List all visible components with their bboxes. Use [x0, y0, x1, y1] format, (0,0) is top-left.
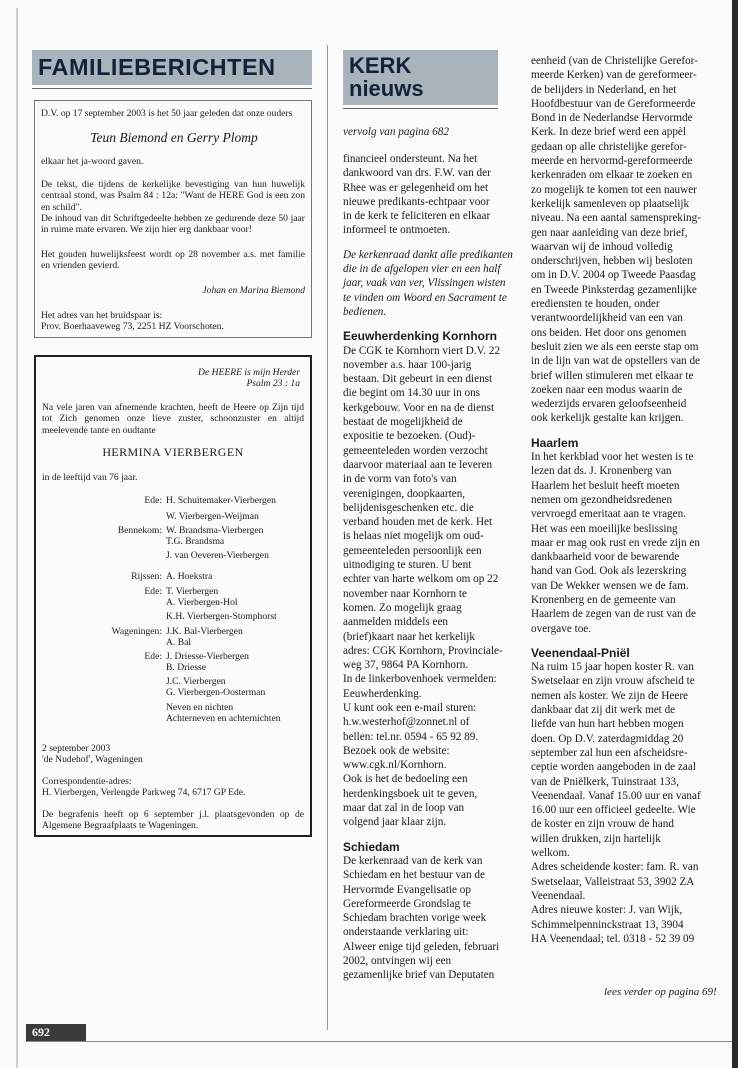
right-column — [531, 54, 731, 946]
correspondence-address: H. Vierbergen, Verlengde Parkweg 74, 6717 GP Ede. — [42, 787, 246, 798]
text-line: te vinden om Woord en Sacrament te — [343, 291, 507, 304]
family-names — [166, 611, 306, 622]
text-line: bestaat de mogelijkheid de — [343, 416, 463, 429]
text-line: informeel te ontmoeten. — [343, 224, 451, 237]
section-heading: Veenendaal-Pniël — [531, 645, 630, 660]
deceased-name: HERMINA VIERBERGEN — [102, 445, 244, 459]
text-line: De kerkenraad dankt alle predikanten — [343, 248, 513, 261]
text-line: zoeken naar een modus waarin de — [531, 383, 683, 396]
text-line: In het kerkblad voor het westen is te — [531, 451, 694, 464]
text-line: ook kerkelijk gestalte kan krijgen. — [531, 412, 684, 425]
text-line: komen. Zo mogelijk graag — [343, 601, 462, 614]
text-line: Bond in de Nederlandse Hervormde — [531, 112, 693, 125]
text-line: november naar Kornhorn te — [343, 587, 467, 600]
text-line: Schiedam en het bestuur van de — [343, 869, 485, 882]
family-member: W. Vierbergen-Weijman — [166, 511, 259, 522]
text-line: daarvoor materiaal aan te leveren — [343, 458, 493, 471]
text-line: van de Pniëlkerk, Tuinstraat 133, — [531, 775, 679, 788]
family-names — [166, 571, 306, 582]
text-line: Rhee was er gelegenheid om het — [343, 181, 489, 194]
text-line: Veenendaal. — [531, 889, 586, 902]
text-line: h.w.westerhof@zonnet.nl of — [343, 716, 470, 729]
page-number: 692 — [32, 1025, 50, 1039]
familieberichten-header — [32, 50, 312, 85]
text-line: is helaas niet mogelijk om oud- — [343, 530, 484, 543]
text-line: Veenendaal. Vanaf 15.00 uur en vanaf — [531, 789, 701, 802]
text-line: verenigingen, doopkaarten, — [343, 487, 466, 500]
family-member: H. Schuitemaker-Vierbergen — [166, 495, 276, 506]
text-line: jaar, vaak van ver, Vlissingen wisten — [343, 277, 506, 290]
text-line: lezen dat ds. J. Kronenberg van — [531, 465, 672, 478]
text-line: Schimmelpenninckstraat 13, 3904 — [531, 918, 684, 931]
text-line: in de vorm van foto's van — [343, 473, 457, 486]
text-line: doen. Op D.V. zaterdagmiddag 20 — [531, 732, 684, 745]
page-edge — [732, 0, 738, 1068]
text-line: Haarlem het besluit heeft moeten — [531, 479, 680, 492]
section-heading: Eeuwherdenking Kornhorn — [343, 329, 498, 344]
text-line: www.cgk.nl/Kornhorn. — [343, 759, 447, 772]
text-line: gezamenlijke brief van Deputaten — [343, 969, 495, 982]
paragraph-gap — [343, 319, 521, 329]
family-names — [166, 626, 306, 649]
text-line: Eeuwherdenking. — [343, 687, 422, 700]
text-line: dankwoord van drs. F.W. van der — [343, 167, 491, 180]
text-line: herdenkingsboek uit te geven, — [343, 787, 478, 800]
family-member: G. Vierbergen-Oosterman — [166, 687, 266, 699]
text-line: nemen als koster. We zijn de Heere — [531, 689, 689, 702]
text-line: uitnodiging te sturen. U bent — [343, 559, 472, 572]
jubilee-intro: D.V. op 17 september 2003 is het 50 jaar geleden dat onze ouders — [41, 108, 293, 119]
text-line: wederzijds ervaren geloofseenheid — [531, 398, 687, 411]
family-place: Bennekom: — [117, 525, 162, 536]
text-line: waarvan wij de inhoud volledig — [531, 240, 673, 253]
text-line: belijdenisgeschenken etc. die — [343, 501, 474, 514]
family-member: J.K. Bal-Vierbergen — [166, 626, 243, 637]
section-heading: Schiedam — [343, 839, 400, 854]
text-line: onderschrijven, hebben wij besloten — [531, 255, 693, 268]
text-line: dankbaarheid voor de bewarende — [531, 551, 680, 564]
text-line: Kronenberg en de gemeente van — [531, 593, 676, 606]
paragraph-gap — [531, 426, 731, 436]
text-line: de koster en zijn vrouw de hand — [531, 818, 674, 831]
kerknieuws-title-line2: nieuws — [349, 76, 424, 101]
text-line: De CGK te Kornhorn viert D.V. 22 — [343, 344, 501, 357]
scripture-quote: De HEERE is mijn Herder Psalm 23 : 1a — [198, 367, 300, 390]
family-names — [166, 676, 306, 699]
text-line: De kerkenraad van de kerk van — [343, 854, 483, 867]
jubilee-line: elkaar het ja-woord gaven. — [41, 156, 144, 167]
vervolg-note: vervolg van pagina 682 — [343, 126, 449, 138]
family-names — [166, 550, 306, 561]
page-number-tab — [26, 1024, 86, 1041]
text-line: hand van God. Ook als lezerskring — [531, 565, 687, 578]
obituary-intro: Na vele jaren van afnemende krachten, heeft de Heere op Zijn tijd tot Zich genomen onze lieve zuster, schoonzuster en altijd meelevende tante en oudtante — [42, 402, 304, 436]
text-line: vervroegd emeritaat aan te vragen. — [531, 508, 686, 521]
family-member: B. Driesse — [166, 662, 206, 674]
funeral-notice: De begrafenis heeft op 6 september j.l. plaatsgevonden op de Algemene Begraafplaats te Wageningen. — [42, 809, 304, 832]
family-place: Ede: — [144, 495, 162, 506]
text-line: in de lijn van wat de opstellers van de — [531, 355, 701, 368]
text-line: weg 37, 9864 PA Kornhorn. — [343, 659, 469, 672]
text-line: Swetselaar, Valleistraat 53, 3902 ZA — [531, 875, 695, 888]
column-divider — [327, 45, 328, 1030]
family-member: Achterneven en achternichten — [166, 713, 281, 725]
text-line: financieel ondersteunt. Na het — [343, 153, 478, 165]
obituary-date: 2 september 2003 — [42, 743, 111, 754]
text-line: gemeenteleden persoonlijk een — [343, 544, 482, 557]
text-line: ons beiden. Het door ons genomen — [531, 326, 687, 339]
text-line: nemen om gezondheidsredenen — [531, 493, 673, 506]
text-line: echter van harte welkom om op 22 — [343, 573, 499, 586]
text-line: en Tweede Pinksterdag gezamenlijke — [531, 283, 697, 296]
family-member: A. Hoekstra — [166, 571, 213, 582]
text-line: U kunt ook een e-mail sturen: — [343, 701, 477, 714]
jubilee-paragraph: De tekst, die tijdens de kerkelijke bevestiging van hun huwelijk centraal stond, was Psalm 84 : 12a: "Want de HERE God is een zon en schild". — [41, 179, 305, 213]
text-line: die begint om 14.30 uur in ons — [343, 387, 481, 400]
family-member: T. Vierbergen — [166, 586, 219, 597]
text-line: nieuwe predikants-echtpaar voor — [343, 195, 490, 208]
text-line: Schiedam brachten vorige week — [343, 912, 487, 925]
continued-note: lees verder op pagina 69! — [604, 986, 717, 998]
kerknieuws-header — [343, 50, 498, 105]
text-line: Haarlem de zegen van de rust van de — [531, 608, 696, 621]
text-line: die in de afgelopen vier en een half — [343, 263, 501, 276]
jubilee-signature: Johan en Marina Biemond — [202, 285, 305, 296]
text-line: Bezoek ook de website: — [343, 744, 450, 757]
text-line: om in D.V. 2004 op Tweede Paasdag — [531, 269, 696, 282]
family-names — [166, 511, 306, 522]
text-line: meerde Kerken) van de gereformeer- — [531, 69, 697, 82]
text-line: onderstaande verklaring uit: — [343, 926, 469, 939]
text-line: maar er mag ook rust en vrede zijn en — [531, 536, 700, 549]
text-line: 2002, ontvingen wij een — [343, 955, 452, 968]
text-line: brief willen stimuleren met elkaar te — [531, 369, 694, 382]
text-line: In de linkerbovenhoek vermelden: — [343, 673, 497, 686]
text-line: in de kerk te feliciteren en elkaar — [343, 210, 491, 223]
text-line: zo mogelijk te komen tot een nauwer — [531, 183, 697, 196]
text-line: Hervormde Evangelisatie op — [343, 883, 471, 896]
correspondence-label: Correspondentie-adres: — [42, 776, 132, 787]
text-line: meerde en hervormd-gereformeerde — [531, 155, 693, 168]
paragraph-gap — [531, 636, 731, 646]
header-underline — [32, 88, 312, 89]
jubilee-paragraph: De inhoud van dit Schriftgedeelte hebben ze gedurende deze 50 jaar in ruime mate ervaren. We zijn hier erg dankbaar voor! — [41, 213, 305, 236]
text-line: bestaan. Dit gebeurt in een dienst — [343, 373, 493, 386]
paragraph-gap — [343, 238, 521, 248]
text-line: volgend jaar klaar zijn. — [343, 816, 447, 829]
text-line: september zal hun een afscheidsre- — [531, 746, 688, 759]
text-line: kerkgebouw. Voor en na de dienst — [343, 401, 495, 414]
text-line: Gereformeerde Grondslag te — [343, 897, 471, 910]
family-member: J. Driesse-Vierbergen — [166, 651, 249, 662]
text-line: Adres scheidende koster: fam. R. van — [531, 861, 699, 874]
text-line: gen naar aanleiding van deze brief, — [531, 226, 688, 239]
text-line: bellen: tel.nr. 0594 - 65 92 89. — [343, 730, 479, 743]
address: Prov. Boerhaaveweg 73, 2251 HZ Voorschoten. — [41, 321, 224, 332]
familieberichten-title: FAMILIEBERICHTEN — [38, 54, 276, 80]
text-line: erediensten te houden, onder — [531, 298, 660, 311]
obituary-announcement — [34, 355, 312, 837]
text-line: ceptie worden aangeboden in de zaal — [531, 761, 696, 774]
middle-column — [343, 152, 521, 983]
text-line: niveau. Na een aantal samenspreking- — [531, 212, 701, 225]
family-names — [166, 651, 306, 674]
text-line: verband houden met de kerk. Het — [343, 516, 493, 529]
text-line: welkom. — [531, 847, 570, 860]
family-names — [166, 495, 306, 506]
text-line: Swetselaar en zijn vrouw afscheid te — [531, 675, 695, 688]
text-line: verantwoordelijkheid van een van — [531, 312, 683, 325]
text-line: de belijders in Nederland, en het — [531, 83, 677, 96]
text-line: expositie te bezoeken. (Oud)- — [343, 430, 476, 443]
text-line: Het was een moeilijke beslissing — [531, 522, 678, 535]
text-line: Na ruim 15 jaar hopen koster R. van — [531, 661, 694, 674]
header-underline — [343, 108, 498, 109]
kerknieuws-title-line1: KERK — [349, 53, 412, 78]
margin-rule — [16, 8, 18, 1068]
text-line: gedaan op alle christelijke gerefor- — [531, 140, 687, 153]
text-line: kerkelijk samenleven op plaatselijk — [531, 197, 690, 210]
text-line: november a.s. haar 100-jarig — [343, 358, 472, 371]
text-line: Alweer enige tijd geleden, februari — [343, 940, 500, 953]
age: in de leeftijd van 76 jaar. — [42, 472, 138, 483]
text-line: besluit zien we als een eerste stap om — [531, 340, 699, 353]
family-member: A. Bal — [166, 637, 192, 649]
family-place: Rijssen: — [131, 571, 162, 582]
text-line: liefde van hun hart hebben mogen — [531, 718, 684, 731]
text-line: aanmelden middels een — [343, 616, 448, 629]
text-line: maar dat zal in de loop van — [343, 802, 465, 815]
text-line: kerkenraden om elkaar te zoeken en — [531, 169, 693, 182]
family-names — [166, 586, 306, 609]
family-member: W. Brandsma-Vierbergen — [166, 525, 264, 536]
text-line: Adres nieuwe koster: J. van Wijk, — [531, 904, 683, 917]
footer-rule — [26, 1041, 732, 1042]
family-member: T.G. Brandsma — [166, 536, 225, 548]
text-line: adres: CGK Kornhorn, Provinciale- — [343, 644, 503, 657]
text-line: Ook is het de bedoeling een — [343, 773, 468, 786]
text-line: dankbaar dat zij dit werk met de — [531, 704, 676, 717]
family-member: J. van Oeveren-Vierbergen — [166, 550, 269, 561]
address-label: Het adres van het bruidspaar is: — [41, 310, 163, 321]
family-place: Ede: — [144, 586, 162, 597]
family-member: Neven en nichten — [166, 702, 234, 713]
family-member: A. Vierbergen-Hol — [166, 597, 238, 609]
text-line: willen drukken, zijn hartelijk — [531, 832, 661, 845]
obituary-location: 'de Nudehof', Wageningen — [42, 754, 143, 765]
text-line: bedienen. — [343, 305, 387, 318]
family-member: K.H. Vierbergen-Stomphorst — [166, 611, 277, 622]
text-line: eenheid (van de Christelijke Gerefor- — [531, 55, 698, 67]
text-line: Kerk. In deze brief werd een appèl — [531, 126, 686, 139]
text-line: van De Wekker wensen we de fam. — [531, 579, 689, 592]
family-names — [166, 702, 306, 725]
text-line: HA Veenendaal; tel. 0318 - 52 39 09 — [531, 932, 695, 945]
text-line: (brief)kaart naar het kerkelijk — [343, 630, 475, 643]
family-place: Ede: — [144, 651, 162, 662]
family-names — [166, 525, 306, 548]
family-member: J.C. Vierbergen — [166, 676, 226, 687]
family-place: Wageningen: — [111, 626, 162, 637]
text-line: overgave toe. — [531, 622, 592, 635]
jubilee-announcement — [34, 100, 312, 338]
jubilee-paragraph: Het gouden huwelijksfeest wordt op 28 november a.s. met familie en vrienden gevierd. — [41, 249, 305, 272]
text-line: 16.00 uur een officieel gedeelte. Wie — [531, 804, 696, 817]
couple-names: Teun Biemond en Gerry Plomp — [90, 130, 258, 145]
text-line: Hoofdbestuur van de Gereformeerde — [531, 97, 696, 110]
paragraph-gap — [343, 830, 521, 840]
text-line: gemeenteleden worden verzocht — [343, 444, 488, 457]
section-heading: Haarlem — [531, 435, 579, 450]
